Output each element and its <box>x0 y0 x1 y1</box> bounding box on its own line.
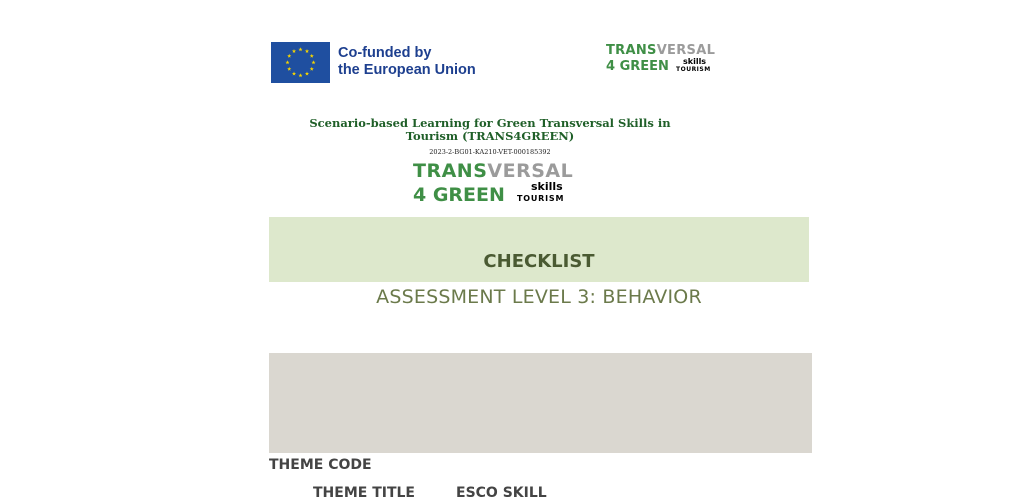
brand-logo-top <box>606 43 715 58</box>
theme-title-label: THEME TITLE <box>313 485 415 501</box>
brand-tourism: TOURISM <box>676 66 711 73</box>
eu-star-icon <box>311 60 315 64</box>
assessment-level-heading: ASSESSMENT LEVEL 3: BEHAVIOR <box>376 286 702 308</box>
theme-code-label: THEME CODE <box>269 457 372 473</box>
brand-versal: VERSAL <box>656 43 716 58</box>
brand-4green: 4 GREEN <box>606 59 669 74</box>
eu-line-1: Co-funded by <box>338 45 432 61</box>
brand-logo-middle <box>413 160 573 182</box>
brand-skills: skills <box>683 57 707 66</box>
eu-star-icon <box>305 72 309 76</box>
eu-cofunded-label <box>338 45 476 79</box>
brand-mid-trans: TRANS <box>413 160 488 182</box>
eu-star-icon <box>310 54 314 58</box>
brand-mid-4green: 4 GREEN <box>413 184 505 206</box>
content-box <box>269 353 812 453</box>
brand-trans: TRANS <box>606 43 657 58</box>
eu-star-icon <box>298 73 302 77</box>
project-title: Scenario-based Learning for Green Transversal Skills in Tourism (TRANS4GREEN) <box>309 116 671 143</box>
checklist-band <box>269 217 809 282</box>
eu-star-icon <box>287 67 291 71</box>
eu-line-2: the European Union <box>338 62 476 78</box>
checklist-heading: CHECKLIST <box>483 251 595 272</box>
brand-mid-tourism: TOURISM <box>517 194 565 203</box>
eu-star-icon <box>292 49 296 53</box>
eu-star-icon <box>285 60 289 64</box>
eu-star-icon <box>287 54 291 58</box>
eu-star-icon <box>305 49 309 53</box>
eu-star-icon <box>292 72 296 76</box>
eu-flag-icon <box>271 42 330 83</box>
project-code: 2023-2-BG01-KA210-VET-000185392 <box>429 148 551 156</box>
esco-skill-label: ESCO SKILL <box>456 485 547 501</box>
eu-star-icon <box>298 47 302 51</box>
brand-mid-skills: skills <box>531 180 563 193</box>
eu-star-icon <box>310 67 314 71</box>
brand-mid-versal: VERSAL <box>487 160 574 182</box>
